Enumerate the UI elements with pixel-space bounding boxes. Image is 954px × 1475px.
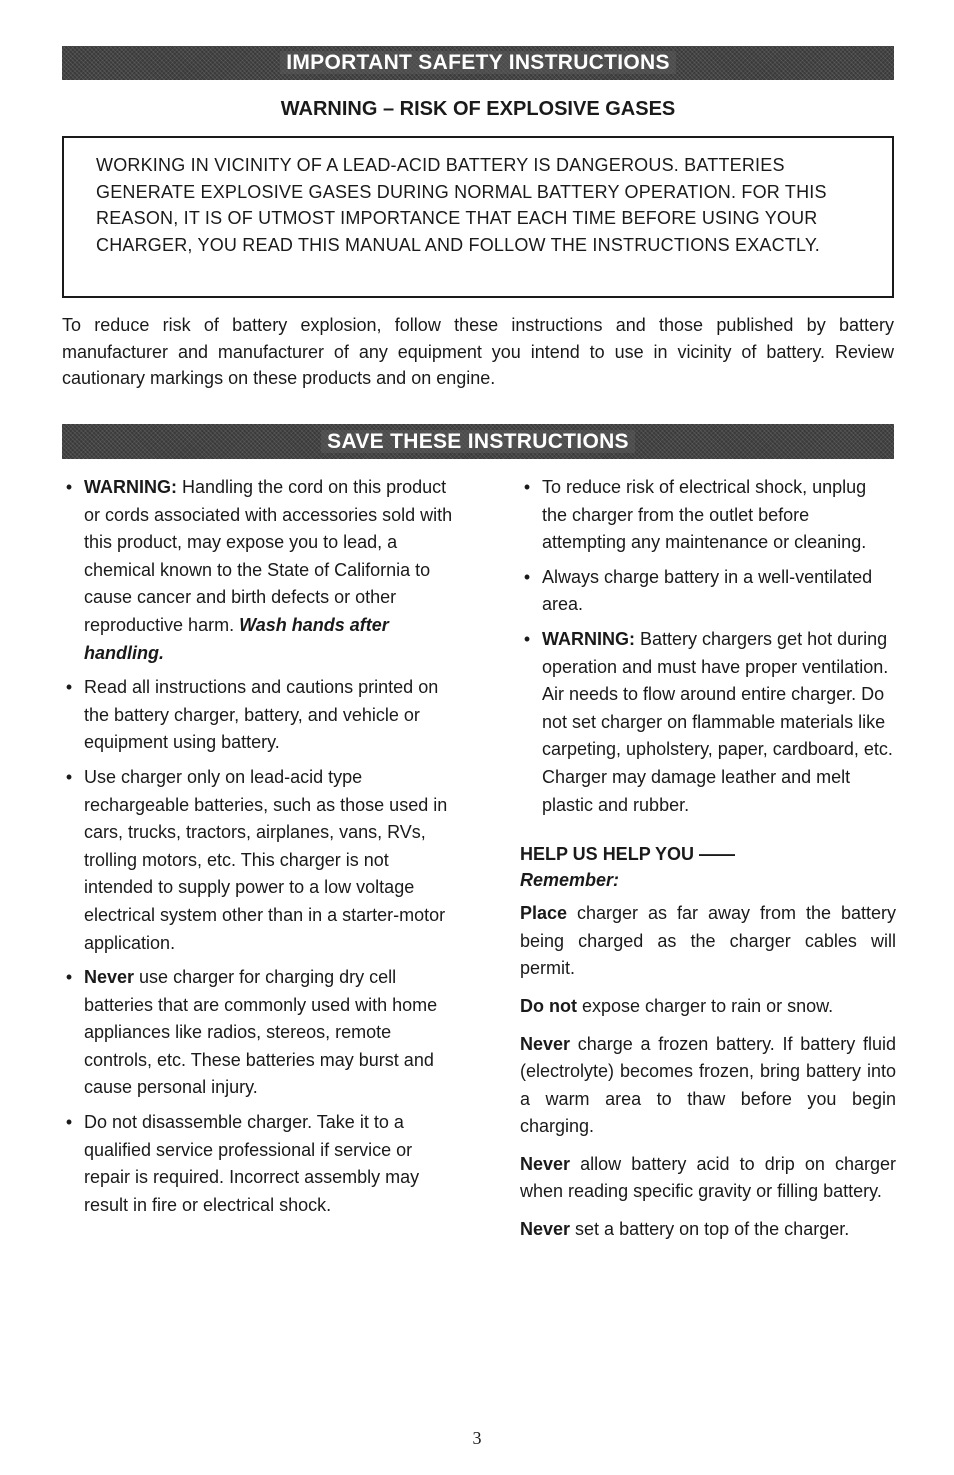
help-subheading: Remember: [520, 870, 620, 891]
bullet-icon: • [65, 1112, 73, 1133]
page-number: 3 [472, 1428, 482, 1448]
banner-title: IMPORTANT SAFETY INSTRUCTIONS [280, 51, 676, 74]
bullet-icon: • [65, 677, 73, 698]
bullet-item [62, 764, 456, 957]
help-text: set a battery on top of the charger. [570, 1219, 850, 1240]
help-paragraph [520, 900, 896, 983]
help-paragraph [520, 1216, 896, 1244]
bullet-item [62, 964, 456, 1102]
bullet-item [62, 1109, 456, 1219]
section-banner-safety [62, 46, 894, 80]
bullet-icon: • [65, 967, 73, 988]
help-bold-lead: Do not [520, 995, 577, 1016]
bullet-item [520, 626, 896, 819]
help-bold-lead: Never [520, 1153, 571, 1174]
bullet-item [62, 474, 456, 667]
help-text: expose charger to rain or snow. [576, 995, 834, 1016]
bullet-item [62, 674, 456, 757]
bullet-item [520, 474, 896, 557]
bullet-text: Use charger only on lead-acid type rechargeable batteries, such as those used in cars, trucks, tractors, airplanes, vans, RVs, trolling motors, etc. This charger is not intended to supply power to a low voltage electrical system other than in a starter-motor application. [84, 766, 448, 953]
section-banner-save [62, 424, 894, 459]
help-bold-lead: Never [520, 1033, 571, 1054]
bullet-icon: • [523, 477, 531, 497]
bullet-text: Handling the cord on this product or cords associated with accessories sold with this product, may expose you to lead, a chemical known to the State of California to cause cancer and birth defects or other reproductive harm. [84, 477, 453, 635]
help-paragraph [520, 993, 896, 1021]
help-text: allow battery acid to drip on charger when reading specific gravity or filling battery. [520, 1153, 896, 1202]
bullet-icon: • [65, 766, 73, 787]
help-heading: HELP US HELP YOU —— [520, 844, 736, 865]
help-text: charger as far away from the battery being charged as the charger cables will permit. [520, 903, 896, 979]
bullet-text: use charger for charging dry cell batteries that are commonly used with home appliances like radios, stereos, remote controls, etc. These batteries may burst and cause personal injury. [84, 967, 438, 1098]
warning-box [62, 136, 894, 298]
intro-paragraph: To reduce risk of battery explosion, follow these instructions and those published by battery manufacturer and manufacturer of any equipment you intend to use in vicinity of battery. Review cautionary markings on these products and on engine. [62, 315, 894, 388]
warning-box-text: WORKING IN VICINITY OF A LEAD-ACID BATTERY IS DANGEROUS. BATTERIES GENERATE EXPLOSIVE GASES DURING NORMAL BATTERY OPERATION. FOR THIS REASON, IT IS OF UTMOST IMPORTANCE THAT EACH TIME BEFORE USING YOUR CHARGER, YOU READ THIS MANUAL AND FOLLOW THE INSTRUCTIONS EXACTLY. [96, 155, 827, 255]
help-bold-lead: Never [520, 1219, 571, 1240]
bullet-text: To reduce risk of electrical shock, unplug the charger from the outlet before attempting any maintenance or cleaning. [542, 477, 867, 553]
banner-title: SAVE THESE INSTRUCTIONS [321, 430, 635, 453]
help-paragraph [520, 1031, 896, 1141]
bullet-italic-note: Wash hands after handling. [84, 614, 389, 663]
bullet-icon: • [523, 566, 531, 587]
bullet-text: Battery chargers get hot during operation and must have proper ventilation. Air needs to flow around entire charger. Do not set charger on flammable materials like carpeting, upholstery, paper, cardboard, etc. Charger may damage leather and melt plastic and rubber. [542, 628, 893, 815]
bullet-text: Do not disassemble charger. Take it to a qualified service professional if service or repair is required. Incorrect assembly may result in fire or electrical shock. [84, 1112, 420, 1215]
bullet-icon: • [65, 477, 73, 497]
bullet-text: Read all instructions and cautions printed on the battery charger, battery, and vehicle or equipment using battery. [84, 677, 439, 753]
bullet-bold-lead: WARNING: [542, 628, 635, 649]
warning-heading: WARNING – RISK OF EXPLOSIVE GASES [280, 98, 676, 120]
help-text: charge a frozen battery. If battery fluid (electrolyte) becomes frozen, bring battery into a warm area to thaw before you begin charging. [520, 1033, 896, 1137]
bullet-icon: • [523, 628, 531, 649]
bullet-item [520, 564, 896, 619]
bullet-bold-lead: Never [84, 967, 135, 988]
right-column [520, 474, 896, 1254]
bullet-text: Always charge battery in a well-ventilated area. [542, 566, 873, 615]
bullet-bold-lead: WARNING: [84, 477, 177, 497]
help-paragraph [520, 1151, 896, 1206]
help-bold-lead: Place [520, 903, 568, 924]
left-column [62, 474, 456, 1226]
